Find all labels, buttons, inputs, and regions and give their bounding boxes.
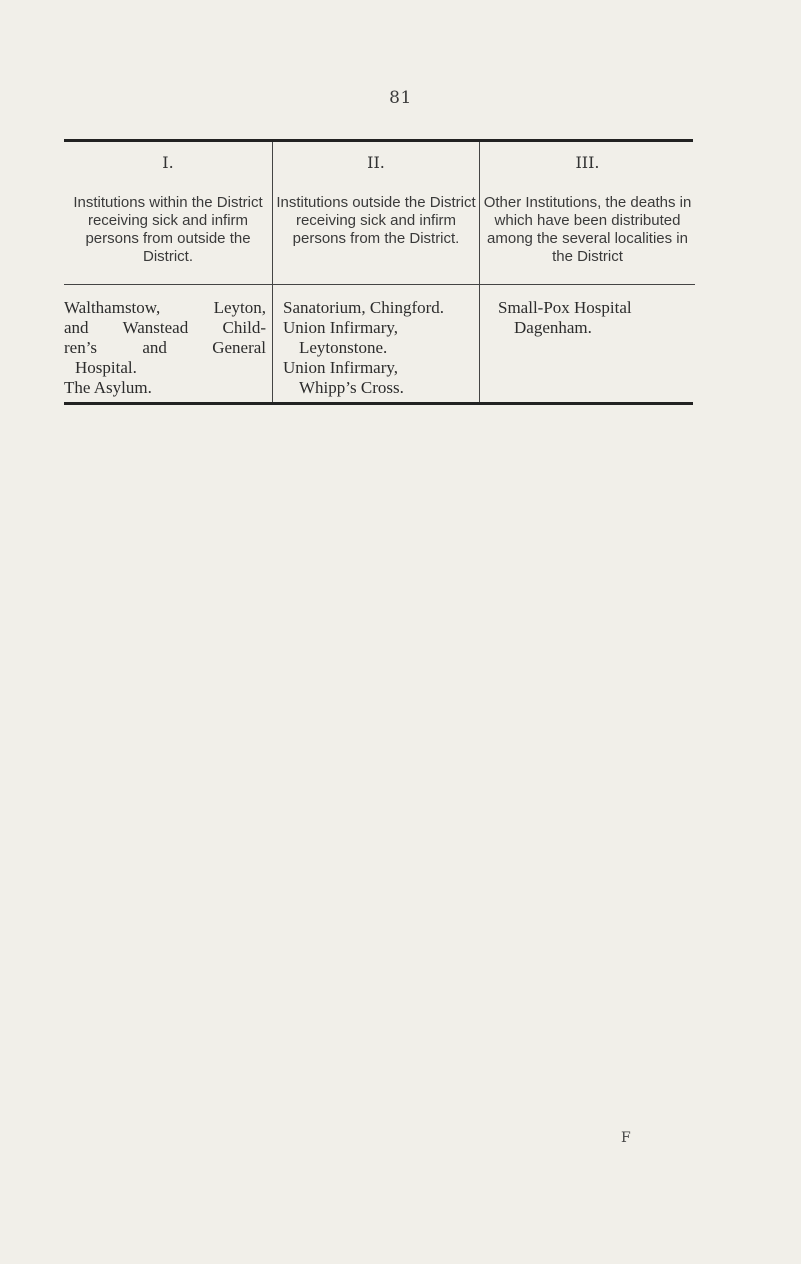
cell-line: Leytonstone. <box>299 338 388 357</box>
table-body-row <box>64 285 695 402</box>
cell-line: The Asylum. <box>64 378 152 397</box>
header-cell-1 <box>64 142 273 285</box>
institutions-grid <box>64 142 695 402</box>
body-cell-1 <box>64 285 273 402</box>
cell-line: Walthamstow, Leyton, <box>64 298 266 317</box>
column-heading-3: Other Institutions, the deaths in which have been distributed among the several localities in the District <box>483 194 692 265</box>
header-cell-2 <box>273 142 480 285</box>
signature-mark: F <box>621 1130 631 1146</box>
institutions-table <box>64 139 693 405</box>
cell-line: Union Infirmary, <box>283 358 399 377</box>
cell-line: ren’s and General <box>64 338 266 357</box>
column-heading-1: Institutions within the District receiving sick and infirm persons from outside the District. <box>73 194 263 265</box>
column-numeral-1: I. <box>162 153 174 172</box>
cell-line: Small-Pox Hospital <box>498 298 632 317</box>
column-numeral-2: II. <box>367 153 385 172</box>
cell-line: Sanatorium, Chingford. <box>283 298 445 317</box>
body-cell-3 <box>480 285 696 402</box>
body-cell-2 <box>273 285 480 402</box>
cell-line: Hospital. <box>75 358 137 377</box>
cell-line: Dagenham. <box>514 318 592 337</box>
column-heading-2: Institutions outside the District receiving sick and infirm persons from the District. <box>276 194 476 247</box>
cell-line: and Wanstead Child- <box>64 318 266 337</box>
table-bottom-rule <box>64 402 693 405</box>
cell-line: Union Infirmary, <box>283 318 399 337</box>
page-number: 81 <box>389 88 412 108</box>
header-cell-3 <box>480 142 696 285</box>
cell-line: Whipp’s Cross. <box>299 378 404 397</box>
column-numeral-3: III. <box>575 153 600 172</box>
table-header-row <box>64 142 695 285</box>
